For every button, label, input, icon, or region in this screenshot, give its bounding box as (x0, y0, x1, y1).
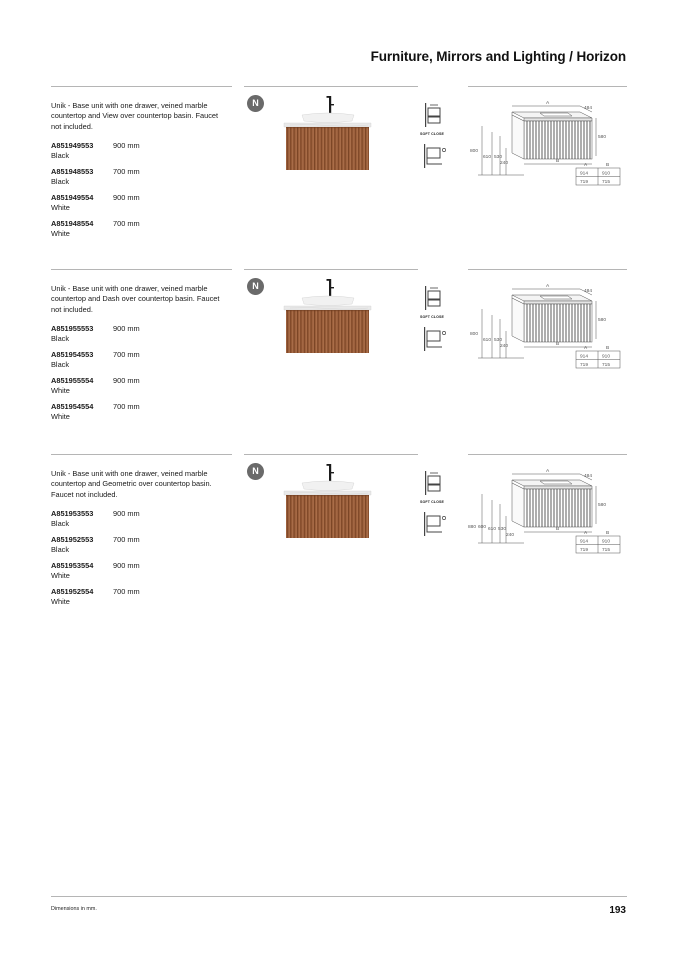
soft-close-label: SOFT CLOSE (420, 500, 444, 504)
variant-size: 900 mm (113, 193, 140, 202)
variant-color: Black (51, 151, 70, 160)
variant-code: A851952554 (51, 587, 94, 596)
variant-code: A851954553 (51, 350, 94, 359)
dim-h1: 800 (470, 332, 479, 337)
dim-depth: 484 (584, 474, 593, 479)
feature-icons (416, 283, 448, 353)
table-header-B: B (606, 531, 610, 536)
product-photo (280, 94, 375, 186)
dim-depth: 484 (584, 289, 593, 294)
variant-size: 700 mm (113, 587, 140, 596)
table-header-A: A (584, 346, 588, 351)
new-badge: N (247, 463, 264, 480)
dim-B-label: B (556, 527, 560, 532)
drawer-icon (416, 510, 448, 538)
variant-size: 900 mm (113, 324, 140, 333)
new-badge: N (247, 278, 264, 295)
variant-item (51, 509, 231, 535)
variant-color: Black (51, 334, 70, 343)
section-divider (468, 86, 627, 87)
variant-code: A851948553 (51, 167, 94, 176)
feature-icons (416, 100, 448, 170)
table-a1: 914 (580, 539, 589, 545)
variant-size: 900 mm (113, 561, 140, 570)
new-badge: N (247, 95, 264, 112)
variant-size: 900 mm (113, 376, 140, 385)
product-description: Unik - Base unit with one drawer, veined marble countertop and View over countertop basin. Faucet not included. (51, 101, 219, 131)
variant-size: 700 mm (113, 219, 140, 228)
table-header-A: A (584, 531, 588, 536)
table-a2: 719 (580, 180, 589, 185)
variant-color: White (51, 571, 70, 580)
table-b2: 715 (602, 180, 611, 185)
table-b2: 715 (602, 363, 611, 368)
soft-close-label: SOFT CLOSE (420, 132, 444, 136)
dim-h4: 240 (500, 161, 509, 166)
variant-code: A851953554 (51, 561, 94, 570)
variant-size: 700 mm (113, 350, 140, 359)
product-section (0, 269, 677, 454)
dim-h2: 610 (488, 527, 497, 532)
variant-color: White (51, 597, 70, 606)
variant-list (51, 324, 231, 428)
variant-list (51, 141, 231, 245)
wall-hung-icon (416, 100, 448, 130)
dim-B-label: B (556, 342, 560, 347)
table-a1: 914 (580, 171, 589, 177)
dim-h1: 800 (470, 149, 479, 154)
product-section (0, 454, 677, 639)
table-header-B: B (606, 163, 610, 168)
variant-item (51, 141, 231, 167)
variant-size: 900 mm (113, 141, 140, 150)
section-divider (468, 454, 627, 455)
table-header-A: A (584, 163, 588, 168)
dim-h4: 240 (506, 533, 515, 538)
variant-color: Black (51, 177, 70, 186)
footer-divider (51, 896, 627, 897)
drawer-icon (416, 142, 448, 170)
variant-code: A851948554 (51, 219, 94, 228)
variant-item (51, 561, 231, 587)
dim-h2: 610 (483, 338, 492, 343)
dim-h1: 880 (468, 525, 477, 530)
dim-A-label: A (546, 469, 550, 474)
section-divider (51, 454, 232, 455)
table-a1: 914 (580, 354, 589, 360)
footer-note: Dimensions in mm. (51, 906, 97, 912)
dim-h5: 600 (478, 525, 487, 530)
dim-h2: 610 (483, 155, 492, 160)
variant-code: A851949553 (51, 141, 94, 150)
dim-side: 580 (598, 318, 607, 323)
wall-hung-icon (416, 468, 448, 498)
variant-code: A851949554 (51, 193, 94, 202)
table-b1: 910 (602, 539, 611, 545)
variant-code: A851954554 (51, 402, 94, 411)
variant-size: 700 mm (113, 167, 140, 176)
variant-item (51, 350, 231, 376)
variant-color: Black (51, 360, 70, 369)
technical-drawing (468, 466, 628, 556)
dim-h3: 530 (494, 155, 503, 160)
section-divider (244, 86, 418, 87)
variant-color: White (51, 203, 70, 212)
dim-h3: 530 (498, 527, 507, 532)
feature-icons (416, 468, 448, 538)
section-divider (51, 86, 232, 87)
variant-item (51, 535, 231, 561)
dim-depth: 484 (584, 106, 593, 111)
variant-item (51, 587, 231, 613)
product-section (0, 86, 677, 271)
table-b1: 910 (602, 354, 611, 360)
variant-item (51, 219, 231, 245)
dim-h4: 240 (500, 344, 509, 349)
section-divider (244, 269, 418, 270)
section-divider (51, 269, 232, 270)
table-b2: 715 (602, 548, 611, 553)
variant-list (51, 509, 231, 613)
table-a2: 719 (580, 363, 589, 368)
variant-size: 900 mm (113, 509, 140, 518)
variant-item (51, 376, 231, 402)
dim-B-label: B (556, 159, 560, 164)
soft-close-label: SOFT CLOSE (420, 315, 444, 319)
variant-item (51, 402, 231, 428)
dim-A-label: A (546, 284, 550, 289)
dim-side: 580 (598, 503, 607, 508)
product-description: Unik - Base unit with one drawer, veined marble countertop and Geometric over countertop basin. Faucet not included. (51, 469, 212, 499)
technical-drawing (468, 98, 628, 188)
dim-A-label: A (546, 101, 550, 106)
variant-item (51, 167, 231, 193)
wall-hung-icon (416, 283, 448, 313)
variant-size: 700 mm (113, 535, 140, 544)
product-photo (280, 277, 375, 369)
technical-drawing (468, 281, 628, 371)
variant-size: 700 mm (113, 402, 140, 411)
variant-item (51, 324, 231, 350)
page-number: 193 (609, 905, 626, 916)
table-a2: 719 (580, 548, 589, 553)
dim-h3: 530 (494, 338, 503, 343)
section-divider (468, 269, 627, 270)
product-photo (280, 462, 375, 554)
table-header-B: B (606, 346, 610, 351)
page-header-title: Furniture, Mirrors and Lighting / Horizon (370, 49, 626, 64)
section-divider (244, 454, 418, 455)
variant-code: A851955554 (51, 376, 94, 385)
table-b1: 910 (602, 171, 611, 177)
variant-color: Black (51, 545, 70, 554)
variant-code: A851953553 (51, 509, 94, 518)
variant-color: Black (51, 519, 70, 528)
variant-color: White (51, 412, 70, 421)
variant-code: A851955553 (51, 324, 94, 333)
variant-color: White (51, 229, 70, 238)
variant-code: A851952553 (51, 535, 94, 544)
variant-color: White (51, 386, 70, 395)
dim-side: 580 (598, 135, 607, 140)
variant-item (51, 193, 231, 219)
product-description: Unik - Base unit with one drawer, veined marble countertop and Dash over countertop basin. Faucet not included. (51, 284, 220, 314)
drawer-icon (416, 325, 448, 353)
